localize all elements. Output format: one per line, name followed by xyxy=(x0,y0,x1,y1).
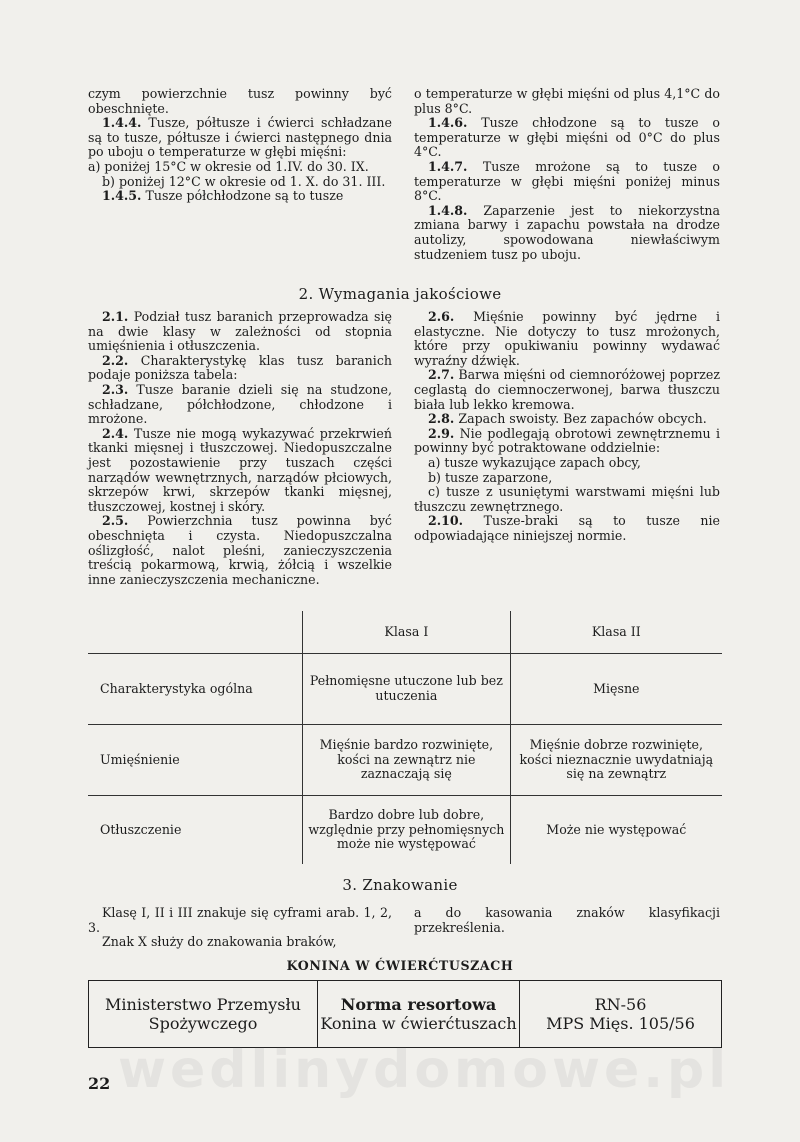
section-number: 1.4.7. xyxy=(428,158,468,174)
table-row xyxy=(88,725,722,796)
paragraph-text: Tusze mrożone są to tusze o temperaturze w głębi mięśni poniżej minus 8°C. xyxy=(414,158,720,204)
konina-title: KONINA W ĆWIERĆTUSZACH xyxy=(286,958,514,973)
paragraph-text: Tusze baranie dzieli się na studzone, schładzane, półchłodzone, chłodzone i mrożone. xyxy=(88,381,393,427)
paragraph-2-2 xyxy=(88,354,392,383)
paragraph-2-10 xyxy=(414,514,720,543)
table-header-cell: Klasa I xyxy=(303,611,511,654)
paragraph-2-4 xyxy=(88,427,392,515)
table-header-cell: Klasa II xyxy=(510,611,722,654)
paragraph-1-4-5 xyxy=(88,189,392,204)
left-column-top xyxy=(88,87,392,204)
list-item-a: a) tusze wykazujące zapach obcy, xyxy=(428,454,641,470)
list-item-c: c) tusze z usuniętymi warstwami mięśni lub tłuszczu zewnętrznego. xyxy=(414,484,720,514)
paragraph-text: Charakterystykę klas tusz baranich podaje poniższa tabela: xyxy=(88,352,392,383)
paragraph-text: Mięśnie powinny być jędrne i elastyczne. Nie dotyczy to tusz mrożonych, które przy opukiwaniu powinny wydawać wyraźny dźwięk. xyxy=(414,309,720,368)
ministry-line-2: Spożywczego xyxy=(148,1014,258,1033)
paragraph-text: Podział tusz baranich przeprowadza się na dwie klasy w zależności od stopnia umięśnienia i otłuszczenia. xyxy=(88,309,392,354)
section-number: 2.5. xyxy=(102,513,129,529)
table-cell: Charakterystyka ogólna xyxy=(88,654,303,725)
paragraph-text: Nie podlegają obrotowi zewnętrznemu i powinny być potraktowane oddzielnie: xyxy=(414,425,720,456)
paragraph-2-5 xyxy=(88,514,392,587)
section-number: 2.4. xyxy=(102,425,129,441)
norm-code: RN-56 xyxy=(594,995,647,1014)
paragraph-1-4-6 xyxy=(414,116,720,160)
right-column-top xyxy=(414,87,720,262)
paragraph-text: Tusze nie mogą wykazywać przekrwień tkanki mięsnej i tłuszczowej. Niedopuszczalne jest pozostawienie przy tuszach części narządów wewnętrznych, narządów płciowych, skrzepów krwi, skrzepów tkanki mięsnej, tłuszczowej, kostnej i skóry. xyxy=(88,425,392,514)
paragraph: Znak X służy do znakowania braków, xyxy=(102,934,337,950)
page-number: 22 xyxy=(88,1074,111,1093)
section-2-heading: 2. Wymagania jakościowe xyxy=(298,285,502,303)
table-header-row xyxy=(88,611,722,654)
table-row xyxy=(88,796,722,865)
table-cell: Pełnomięsne utuczone lub bez utuczenia xyxy=(303,654,511,725)
ministry-cell xyxy=(89,981,318,1047)
right-column-bottom xyxy=(414,906,720,935)
paragraph-text: Barwa mięśni od ciemnoróżowej poprzez ceglastą do ciemnoczerwonej, barwa tłuszczu biała lub lekko kremowa. xyxy=(414,367,720,412)
section-number: 2.10. xyxy=(428,513,464,529)
standard-header-box xyxy=(88,980,722,1048)
paragraph-2-6 xyxy=(414,310,720,368)
table-cell: Bardzo dobre lub dobre, względnie przy pełnomięsnych może nie występować xyxy=(303,796,511,865)
paragraph-2-1 xyxy=(88,310,392,354)
paragraph-1-4-8 xyxy=(414,204,720,262)
table-row xyxy=(88,654,722,725)
paragraph-2-8 xyxy=(414,412,720,427)
paragraph-2-9 xyxy=(414,427,720,456)
paragraph-2-7 xyxy=(414,368,720,412)
norm-title: Norma resortowa xyxy=(340,995,497,1014)
paragraph-text: Powierzchnia tusz powinna być obeschnięta i czysta. Niedopuszczalna oślizgłość, nalot pleśni, zanieczyszczenia treścią pokarmową, krwią, żółcią i wszelkie inne zanieczyszczenia mechaniczne. xyxy=(88,513,392,587)
code-cell xyxy=(520,981,721,1047)
section-number: 2.8. xyxy=(428,411,455,427)
paragraph-1-4-4 xyxy=(88,116,392,160)
section-number: 1.4.8. xyxy=(428,202,468,218)
paragraph-text: Tusze chłodzone są to tusze o temperaturze w głębi mięśni od 0°C do plus 4°C. xyxy=(414,115,720,160)
table-cell: Mięśnie dobrze rozwinięte, kości nieznacznie uwydatniają się na zewnątrz xyxy=(510,725,722,796)
table-cell: Mięśnie bardzo rozwinięte, kości na zewnątrz nie zaznaczają się xyxy=(303,725,511,796)
ministry-line-1: Ministerstwo Przemysłu xyxy=(105,995,301,1014)
paragraph-text: Tusze półchłodzone są to tusze xyxy=(145,188,344,204)
section-number: 2.7. xyxy=(428,367,455,383)
paragraph: czym powierzchnie tusz powinny być obeschnięte. xyxy=(88,86,392,116)
paragraph-text: Tusze-braki są to tusze nie odpowiadające niniejszej normie. xyxy=(414,513,720,543)
norm-subtitle: Konina w ćwierćtuszach xyxy=(320,1014,517,1033)
section-number: 2.9. xyxy=(428,425,455,441)
section-3-heading: 3. Znakowanie xyxy=(342,876,458,894)
watermark: wedlinydomowe.pl xyxy=(118,1040,731,1100)
section-number: 2.6. xyxy=(428,309,455,324)
norm-cell xyxy=(318,981,520,1047)
section-number: 1.4.5. xyxy=(102,188,142,204)
paragraph: a do kasowania znaków klasyfikacji przekreślenia. xyxy=(414,905,720,935)
paragraph: o temperaturze w głębi mięśni od plus 4,1°C do plus 8°C. xyxy=(414,86,720,116)
table-cell: Otłuszczenie xyxy=(100,821,182,837)
table-header-cell xyxy=(88,611,303,654)
class-characteristics-table xyxy=(88,611,722,864)
right-column-middle xyxy=(414,310,720,544)
table-cell: Mięsne xyxy=(510,654,722,725)
list-item-a: a) poniżej 15°C w okresie od 1.IV. do 30. IX. xyxy=(88,158,369,174)
paragraph-text: Tusze, półtusze i ćwierci schładzane są to tusze, półtusze i ćwierci następnego dnia po uboju o temperaturze w głębi mięśni: xyxy=(88,115,392,160)
section-number: 2.1. xyxy=(102,309,129,324)
norm-code-mps: MPS Mięs. 105/56 xyxy=(546,1014,695,1033)
section-number: 1.4.4. xyxy=(102,115,142,131)
paragraph: Klasę I, II i III znakuje się cyframi arab. 1, 2, 3. xyxy=(88,905,392,935)
paragraph-2-3 xyxy=(88,383,392,427)
list-item-b: b) tusze zaparzone, xyxy=(428,469,553,485)
paragraph-1-4-7 xyxy=(414,160,720,204)
table-cell: Może nie występować xyxy=(510,796,722,865)
left-column-bottom xyxy=(88,906,392,950)
paragraph-text: Zapach swoisty. Bez zapachów obcych. xyxy=(458,411,707,427)
section-number: 1.4.6. xyxy=(428,115,468,131)
table-cell: Umięśnienie xyxy=(88,725,303,796)
section-number: 2.3. xyxy=(102,381,129,397)
paragraph-text: Zaparzenie jest to niekorzystna zmiana barwy i zapachu powstała na drodze autolizy, spowodowana niewłaściwym studzeniem tusz po uboju. xyxy=(414,202,720,262)
left-column-middle xyxy=(88,310,392,587)
section-number: 2.2. xyxy=(102,352,129,368)
list-item-b: b) poniżej 12°C w okresie od 1. X. do 31. III. xyxy=(102,173,386,189)
